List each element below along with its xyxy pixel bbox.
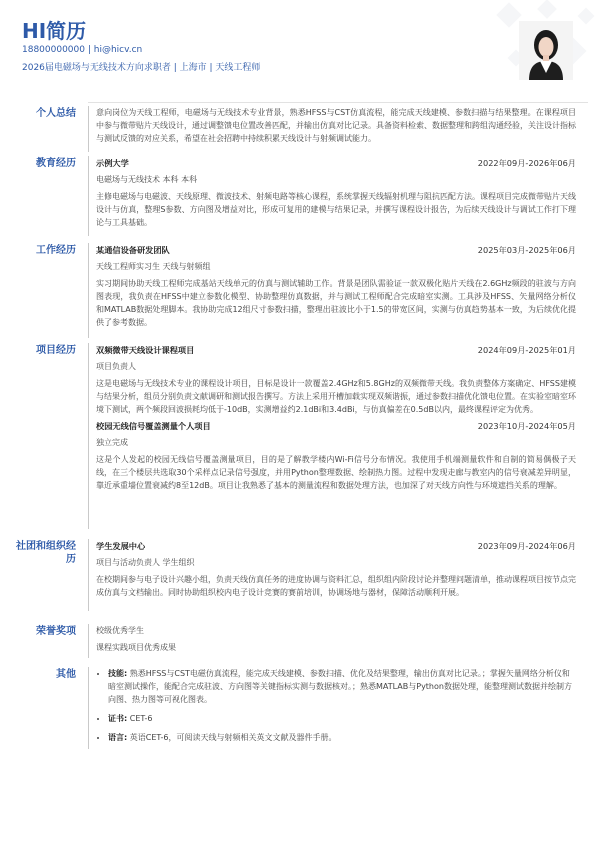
certificate-text: CET-6 (129, 714, 153, 723)
project-date: 2024年09月-2025年01月 (477, 345, 576, 355)
header-divider (88, 102, 588, 103)
list-item (108, 712, 576, 725)
education-row (96, 156, 576, 170)
club-role: 项目与活动负责人 学生组织 (96, 558, 195, 567)
language-label: 语言: (108, 733, 128, 742)
resume-name: HI简历 (22, 19, 87, 43)
school-name: 示例大学 (96, 158, 129, 168)
list-item (108, 731, 576, 744)
section-label-education: 教育经历 (36, 158, 76, 169)
section-label-work: 工作经历 (36, 245, 76, 256)
section-divider-line (88, 243, 89, 338)
language-text: 英语CET-6，可阅读天线与射频相关英文文献及器件手册。 (129, 733, 337, 742)
project-date: 2023年10月-2024年05月 (477, 421, 576, 431)
project-row (96, 419, 576, 433)
other-list (96, 667, 576, 744)
honor-item: 校级优秀学生 (96, 626, 144, 635)
education-date: 2022年09月-2026年06月 (477, 158, 576, 168)
education-major: 电磁场与无线技术 本科 本科 (96, 175, 198, 184)
skill-text: 熟悉HFSS与CST电磁仿真流程，能完成天线建模、参数扫描、优化及结果整理，输出仿真对比记录。；掌握矢量网络分析仪和暗室测试操作，能配合完成驻波、方向图等关键指标实测与数据核对。；熟悉MATLAB与Python数据处理，能整理测试数据并绘制方向图、热力图等可视化图表。 (108, 669, 572, 704)
section-divider-line (88, 156, 89, 236)
club-date: 2023年09月-2024年06月 (477, 541, 576, 551)
work-date: 2025年03月-2025年06月 (477, 245, 576, 255)
project-title: 校园无线信号覆盖测量个人项目 (96, 421, 211, 431)
list-item (108, 667, 576, 706)
summary-text: 意向岗位为天线工程师，电磁场与无线技术专业背景，熟悉HFSS与CST仿真流程，能完成天线建模、参数扫描与结果整理。在课程项目中参与微带贴片天线设计，通过调整馈电位置改善匹配，并输出仿真对比记录。具备资料检索、数据整理和跨组沟通经验，关注设计指标与测试反馈的对应关系，希望在社会招聘中持续积累天线设计与射频调试能力。 (96, 108, 576, 143)
section-divider-line (88, 343, 89, 529)
club-name: 学生发展中心 (96, 541, 146, 551)
project-role: 项目负责人 (96, 362, 136, 371)
work-row (96, 243, 576, 257)
project-row (96, 343, 576, 357)
work-role: 天线工程师实习生 天线与射频组 (96, 262, 211, 271)
section-divider-line (88, 539, 89, 611)
profile-photo (519, 21, 573, 80)
section-divider-line (88, 106, 89, 152)
section-label-projects: 项目经历 (36, 345, 76, 356)
education-text: 主修电磁场与电磁波、天线原理、微波技术、射频电路等核心课程，系统掌握天线辐射机理与阻抗匹配方法。课程项目完成微带贴片天线设计与仿真，整理S参数、方向图及增益对比，形成可复用的建模与结果记录，并撰写课程设计报告，为后续天线设计与调试工作打下理论与工具基础。 (96, 192, 576, 227)
section-divider-line (88, 624, 89, 658)
project-role: 独立完成 (96, 438, 128, 447)
club-text: 在校期间参与电子设计兴趣小组，负责天线仿真任务的进度协调与资料汇总，组织组内阶段讨论并整理问题清单，推动课程项目按节点完成仿真与文档输出。同时协助组织校内电子设计竞赛的赛前培训，协调场地与器材，保障活动顺利开展。 (96, 575, 576, 597)
section-label-clubs: 社团和组织经历 (16, 541, 76, 565)
honor-item: 课程实践项目优秀成果 (96, 643, 176, 652)
resume-header (0, 0, 600, 96)
project-title: 双频微带天线设计课程项目 (96, 345, 195, 355)
skill-label: 技能: (108, 669, 128, 678)
job-intent-line: 2026届电磁场与无线技术方向求职者 | 上海市 | 天线工程师 (22, 63, 261, 73)
section-label-honors: 荣誉奖项 (36, 626, 76, 637)
company-name: 某通信设备研发团队 (96, 245, 170, 255)
certificate-label: 证书: (108, 714, 128, 723)
contact-line: 18800000000 | hi@hicv.cn (22, 45, 143, 55)
club-row (96, 539, 576, 553)
section-label-summary: 个人总结 (36, 108, 76, 119)
project-text: 这是个人发起的校园无线信号覆盖测量项目，目的是了解教学楼内Wi-Fi信号分布情况。我使用手机端测量软件和自制的简易偶极子天线，在三个楼层共选取30个采样点记录信号强度，并用Python整理数据、绘制热力图。过程中发现走廊与教室内的信号衰减差异明显，靠近承重墙位置衰减约8至12dB。项目让我熟悉了基本的测量流程和数据处理方法，也加深了对天线方向性与环境遮挡关系的理解。 (96, 455, 576, 490)
section-divider-line (88, 667, 89, 749)
section-label-other: 其他 (56, 669, 76, 680)
project-text: 这是电磁场与无线技术专业的课程设计项目，目标是设计一款覆盖2.4GHz和5.8GHz的双频微带天线。我负责整体方案确定、HFSS建模与结果分析，组员分别负责文献调研和测试报告撰写。方法上采用开槽加载实现双频谐振，通过参数扫描优化馈电位置。在实验室暗室环境下测试，两个频段回波损耗均低于-10dB，实测增益约2.1dBi和3.4dBi，与仿真偏差在0.5dB以内，最终课程评定为优秀。 (96, 379, 576, 414)
work-text: 实习期间协助天线工程师完成基站天线单元的仿真与测试辅助工作。背景是团队需验证一款双极化贴片天线在2.6GHz频段的驻波与方向图表现，我负责在HFSS中建立参数化模型、协助整理仿真数据，并与测试工程师配合完成暗室实测。工具涉及HFSS、矢量网络分析仪和MATLAB数据处理脚本。我协助完成12组尺寸参数扫描，整理出驻波比小于1.5的带宽区间，实测与仿真趋势基本一致，为后续优化提供了参考数据。 (96, 279, 576, 327)
